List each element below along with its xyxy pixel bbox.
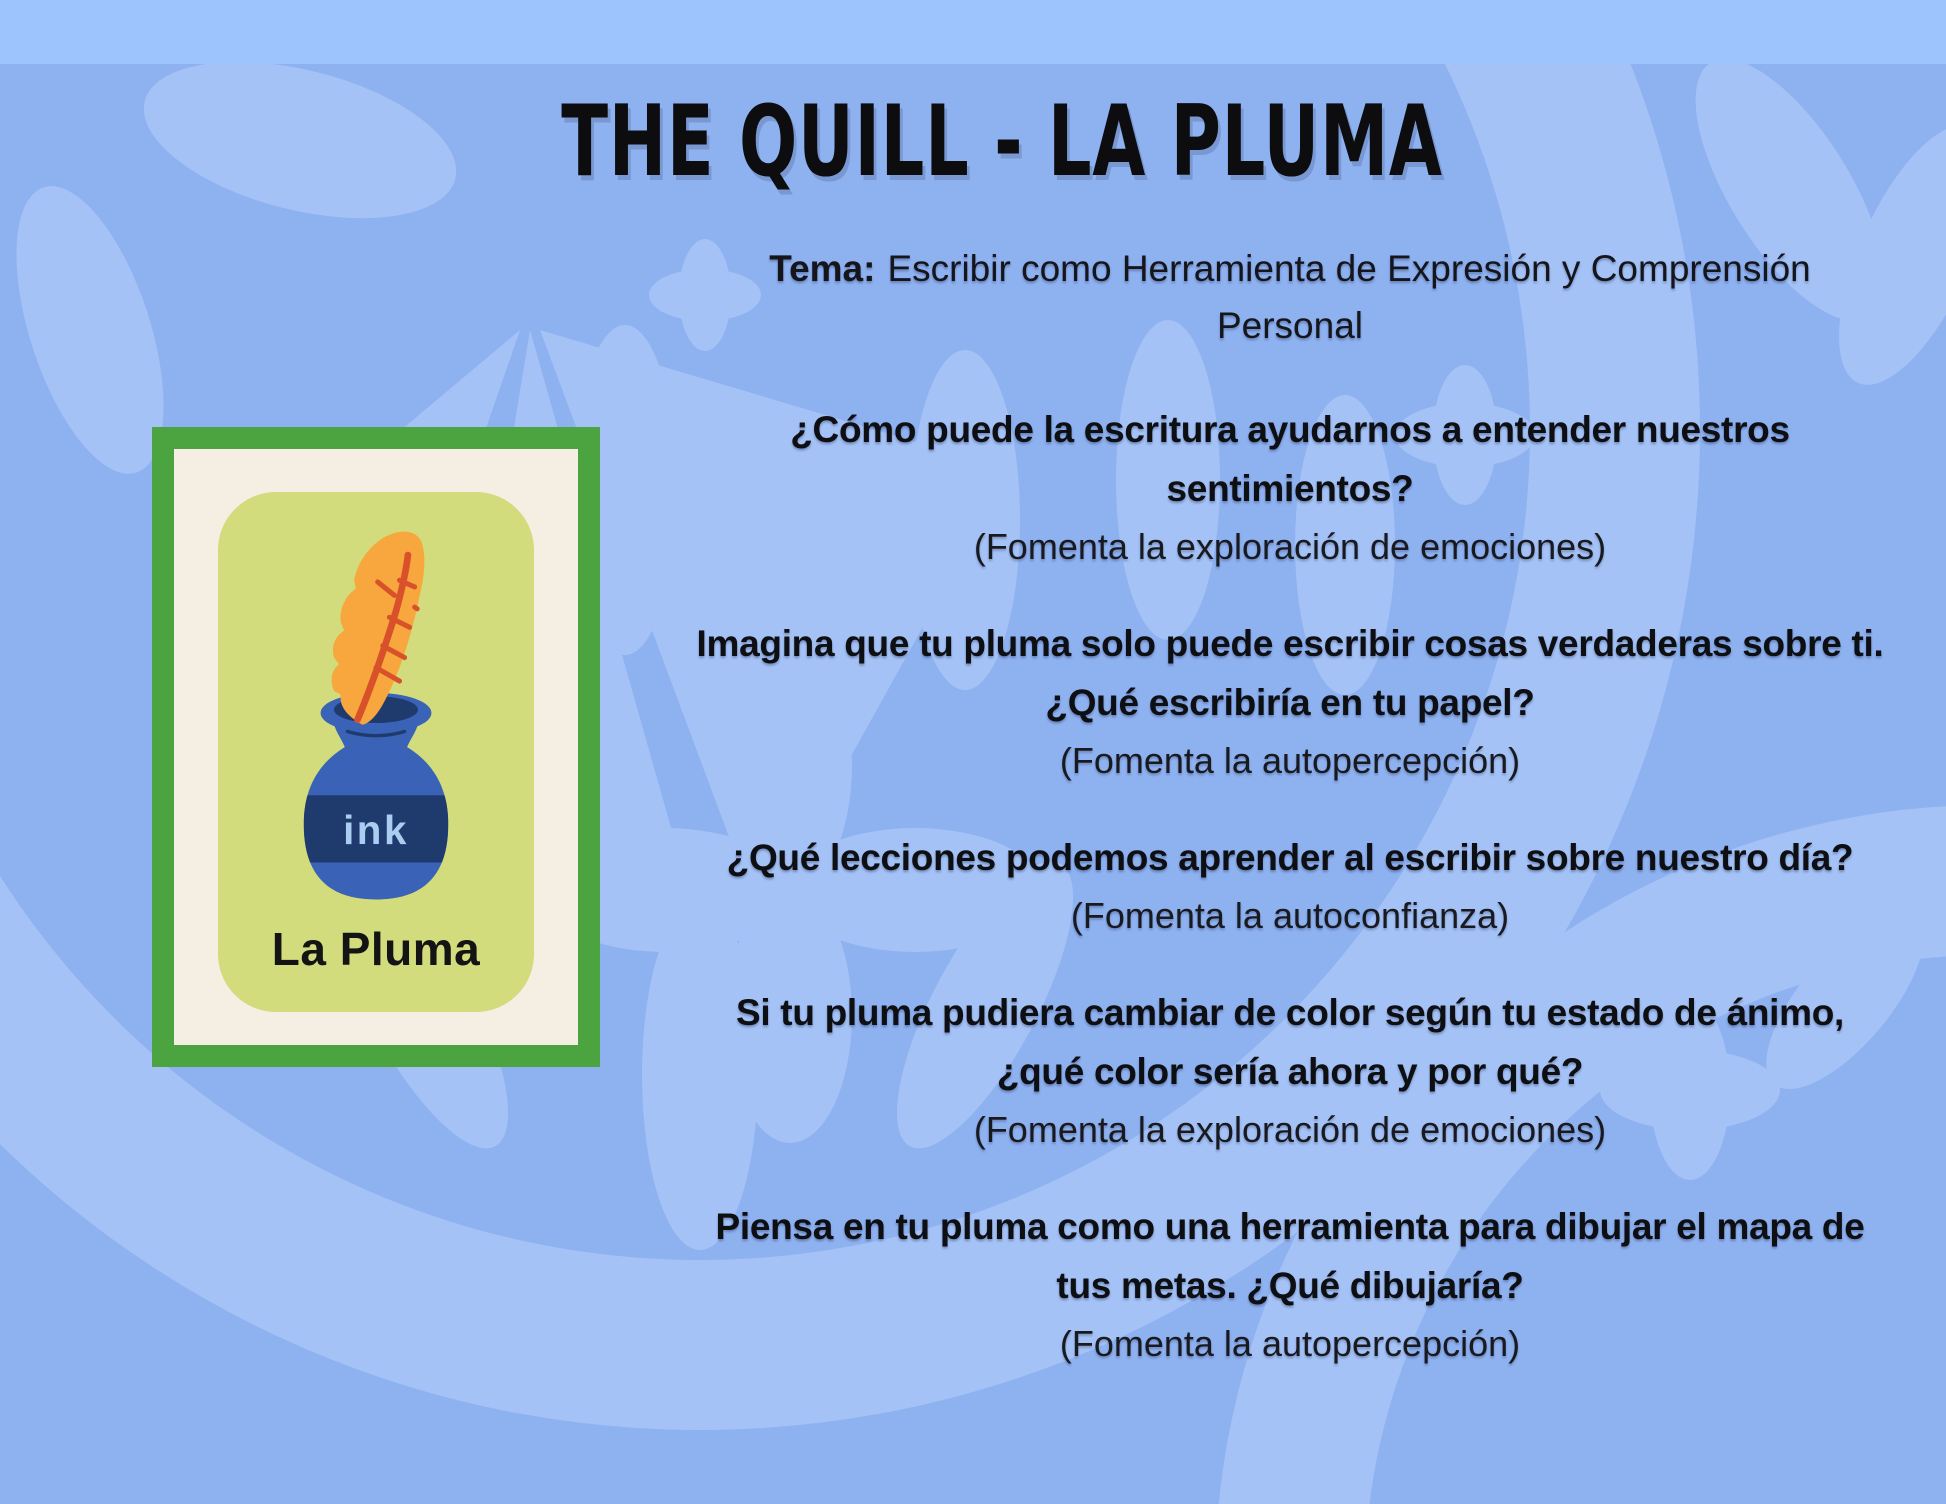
- page-title: THE QUILL - LA PLUMA: [561, 85, 1443, 199]
- topic-label: Tema:: [769, 248, 876, 289]
- card-label: La Pluma: [271, 923, 481, 975]
- question-block-3: [670, 828, 1910, 944]
- question-line: tus metas. ¿Qué dibujaría?: [1056, 1265, 1524, 1306]
- topic-subtitle: [670, 240, 1910, 354]
- question-line: ¿qué color sería ahora y por qué?: [996, 1051, 1584, 1092]
- question-line: Imagina que tu pluma solo puede escribir cosas verdaderas sobre ti.: [696, 623, 1884, 664]
- question-note: (Fomenta la autopercepción): [1059, 740, 1521, 781]
- question-block-5: [670, 1197, 1910, 1372]
- question-block-1: [670, 400, 1910, 575]
- vocabulary-card: [152, 427, 600, 1067]
- topic-line-1: [670, 240, 1910, 297]
- card-artwork-area: [218, 492, 534, 1012]
- question-note: (Fomenta la autoconfianza): [1070, 895, 1510, 936]
- feather-icon: [332, 532, 425, 725]
- ink-label: ink: [343, 807, 409, 854]
- question-line: ¿Qué lecciones podemos aprender al escribir sobre nuestro día?: [726, 837, 1854, 878]
- card-inner-frame: [174, 449, 578, 1045]
- question-block-4: [670, 983, 1910, 1158]
- question-list: [670, 400, 1910, 1372]
- question-note: (Fomenta la autopercepción): [1059, 1323, 1521, 1364]
- question-line: Piensa en tu pluma como una herramienta para dibujar el mapa de: [715, 1206, 1865, 1247]
- topic-text: Escribir como Herramienta de Expresión y Comprensión: [887, 248, 1811, 289]
- question-line: ¿Cómo puede la escritura ayudarnos a entender nuestros: [790, 409, 1790, 450]
- ink-bottle-quill-icon: [250, 518, 502, 913]
- question-block-2: [670, 614, 1910, 789]
- question-line: Si tu pluma pudiera cambiar de color según tu estado de ánimo,: [735, 992, 1845, 1033]
- question-note: (Fomenta la exploración de emociones): [973, 526, 1607, 567]
- question-note: (Fomenta la exploración de emociones): [973, 1109, 1607, 1150]
- topic-line-2: Personal: [1216, 305, 1364, 346]
- top-accent-strip: [0, 0, 1946, 64]
- question-line: ¿Qué escribiría en tu papel?: [1045, 682, 1535, 723]
- question-line: sentimientos?: [1166, 468, 1414, 509]
- content-column: [670, 240, 1910, 1411]
